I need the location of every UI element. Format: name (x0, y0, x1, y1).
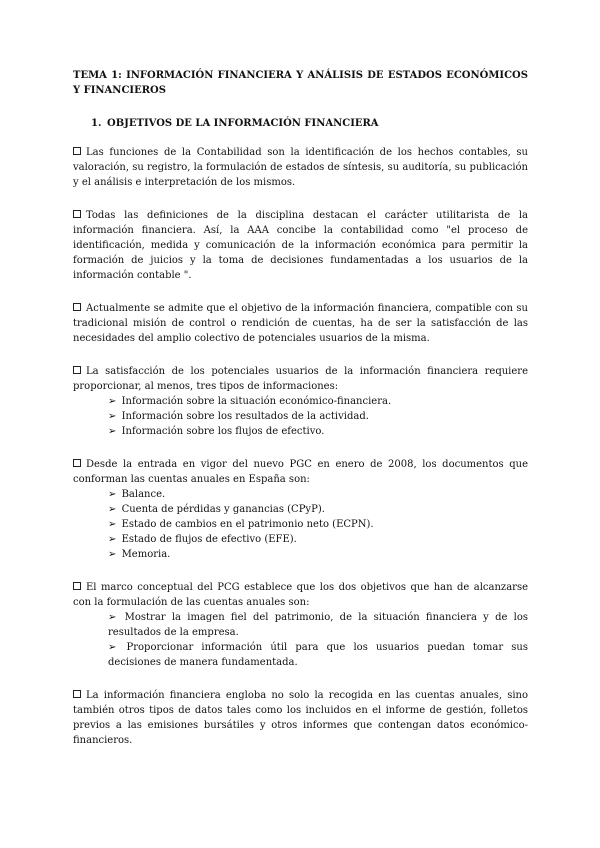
section-number: 1. (91, 118, 102, 129)
paragraph-text: Todas las definiciones de la disciplina destacan el carácter utilitarista de la información financiera. Así, la AAA concibe la contabilidad como "el proceso de identificación, medida y comunicación de la información económica para permitir la formación de juicios y la toma de decisiones fundamentadas a los usuarios de la información contable ". (73, 210, 528, 281)
bullet-list (73, 487, 528, 562)
list-item (108, 610, 528, 640)
arrow-bullet-icon: ➢ (108, 396, 117, 407)
list-item-text: Cuenta de pérdidas y ganancias (CPyP). (118, 504, 325, 515)
checkbox-bullet-icon (73, 690, 81, 698)
section-title: OBJETIVOS DE LA INFORMACIÓN FINANCIERA (107, 118, 379, 129)
paragraph-text: La satisfacción de los potenciales usuarios de la información financiera requiere proporcionar, al menos, tres tipos de informaciones: (73, 366, 528, 392)
arrow-bullet-icon: ➢ (108, 489, 117, 500)
paragraph-text: El marco conceptual del PCG establece que los dos objetivos que han de alcanzarse con la formulación de las cuentas anuales son: (73, 582, 528, 608)
arrow-bullet-icon: ➢ (108, 612, 117, 623)
paragraph (73, 364, 528, 439)
checkbox-bullet-icon (73, 303, 81, 311)
list-item-text: Estado de flujos de efectivo (EFE). (118, 534, 297, 545)
bullet-list (73, 610, 528, 670)
paragraph (73, 145, 528, 190)
paragraph-text: La información financiera engloba no solo la recogida en las cuentas anuales, sino también otros tipos de datos tales como los incluidos en el informe de gestión, folletos previos a las emisiones bursátiles y otros informes que contengan datos económico-financieros. (73, 690, 528, 746)
paragraph-text: Las funciones de la Contabilidad son la identificación de los hechos contables, su valoración, su registro, la formulación de estados de síntesis, su auditoría, su publicación y el análisis e interpretación de los mismos. (73, 147, 528, 188)
paragraph-text: Desde la entrada en vigor del nuevo PGC en enero de 2008, los documentos que conforman las cuentas anuales en España son: (73, 459, 528, 485)
list-item-text: Proporcionar información útil para que los usuarios puedan tomar sus decisiones de manera fundamentada. (108, 642, 528, 668)
paragraph (73, 688, 528, 748)
arrow-bullet-icon: ➢ (108, 504, 117, 515)
arrow-bullet-icon: ➢ (108, 549, 117, 560)
section-heading (91, 116, 528, 131)
paragraph-list (73, 145, 528, 748)
list-item (108, 502, 528, 517)
arrow-bullet-icon: ➢ (108, 519, 117, 530)
list-item (108, 487, 528, 502)
paragraph (73, 208, 528, 283)
list-item (108, 424, 528, 439)
list-item (108, 640, 528, 670)
list-item (108, 409, 528, 424)
checkbox-bullet-icon (73, 366, 81, 374)
checkbox-bullet-icon (73, 459, 81, 467)
arrow-bullet-icon: ➢ (108, 642, 117, 653)
checkbox-bullet-icon (73, 210, 81, 218)
list-item (108, 532, 528, 547)
checkbox-bullet-icon (73, 147, 81, 155)
list-item-text: Información sobre los resultados de la actividad. (118, 411, 369, 422)
paragraph (73, 301, 528, 346)
document-page (73, 68, 528, 748)
list-item-text: Estado de cambios en el patrimonio neto (ECPN). (118, 519, 374, 530)
document-title: TEMA 1: INFORMACIÓN FINANCIERA Y ANÁLISIS DE ESTADOS ECONÓMICOS Y FINANCIEROS (73, 70, 528, 96)
list-item-text: Memoria. (118, 549, 171, 560)
arrow-bullet-icon: ➢ (108, 534, 117, 545)
list-item-text: Información sobre la situación económico-financiera. (118, 396, 392, 407)
list-item (108, 547, 528, 562)
list-item-text: Mostrar la imagen fiel del patrimonio, de la situación financiera y de los resultados de la empresa. (108, 612, 528, 638)
arrow-bullet-icon: ➢ (108, 411, 117, 422)
list-item (108, 517, 528, 532)
list-item-text: Información sobre los flujos de efectivo. (118, 426, 325, 437)
list-item-text: Balance. (118, 489, 166, 500)
arrow-bullet-icon: ➢ (108, 426, 117, 437)
paragraph-text: Actualmente se admite que el objetivo de la información financiera, compatible con su tradicional misión de control o rendición de cuentas, ha de ser la satisfacción de las necesidades del amplio colectivo de potenciales usuarios de la misma. (73, 303, 528, 344)
paragraph (73, 580, 528, 670)
bullet-list (73, 394, 528, 439)
paragraph (73, 457, 528, 562)
checkbox-bullet-icon (73, 582, 81, 590)
list-item (108, 394, 528, 409)
